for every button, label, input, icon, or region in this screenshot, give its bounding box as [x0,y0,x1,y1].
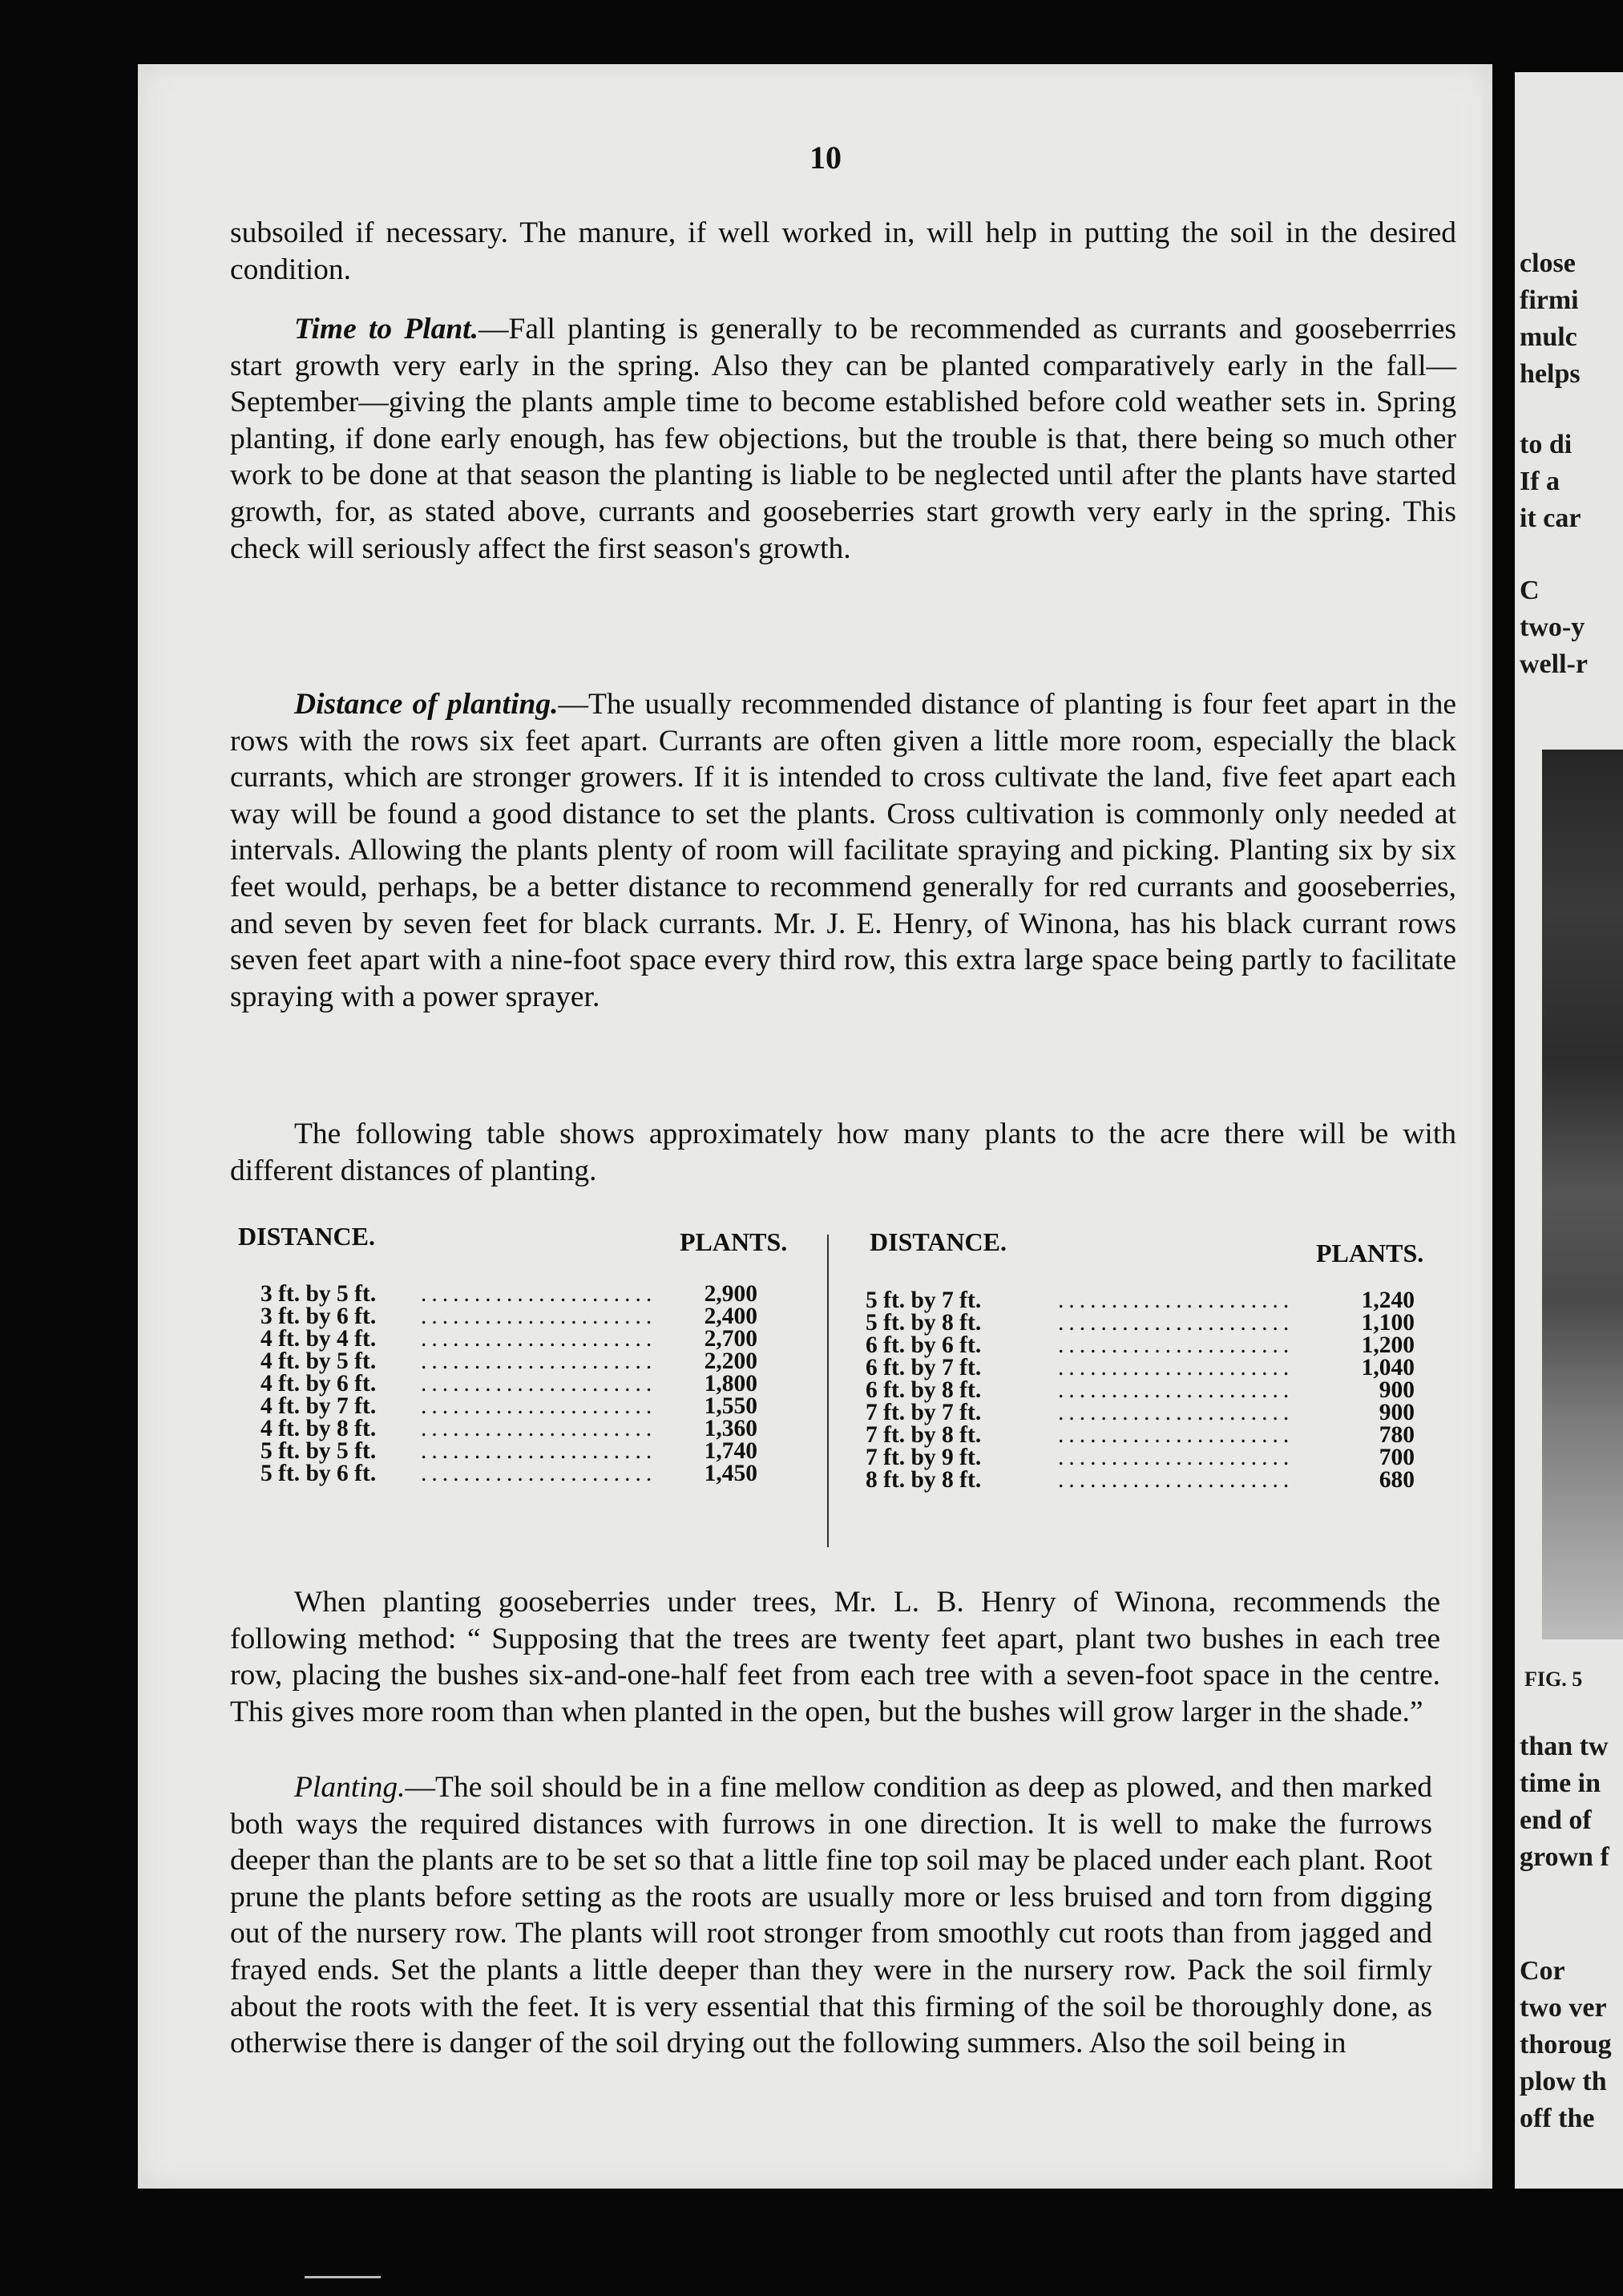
time-heading: Time to Plant. [294,313,478,346]
dot-leader: ...................... [1058,1469,1294,1491]
table-row [260,1417,765,1440]
left-table-column [260,1283,765,1485]
table-row [260,1462,765,1485]
dot-leader: ...................... [1058,1312,1294,1334]
time-body: —Fall planting is generally to be recommended as currants and gooseberrries start growth very early in the spring. Also they can be planted comparatively early in the fall—September—giving the plants ample time to become established before cold weather sets in. Spring planting, if done early enough, has few objections, but the trouble is that, there being so much other work to be done at that season the planting is liable to be neglected until after the plants have started growth, for, as stated above, currants and gooseberries start growth very early in the spring. This check will seriously affect the first season's growth. [230,313,1456,565]
distance-heading: Distance of planting. [294,688,559,721]
dot-leader: ...................... [1058,1401,1294,1424]
row-distance: 4 ft. by 6 ft. [260,1371,377,1397]
facing-page-line: close [1520,249,1576,278]
row-plants: 700 [1379,1445,1415,1470]
facing-page-edge [1515,72,1623,2189]
distance-paragraph [230,686,1456,1015]
opening-text: subsoiled if necessary. The manure, if well worked in, will help in putting the soil in the desired condition. [230,216,1456,286]
facing-page-line: C [1520,576,1540,605]
dot-leader: ...................... [1058,1379,1294,1401]
row-distance: 8 ft. by 8 ft. [866,1467,982,1493]
planting-heading: Planting. [294,1771,406,1804]
facing-page-line: end of [1520,1805,1592,1835]
row-plants: 900 [1379,1400,1415,1425]
left-distance-header: DISTANCE. [238,1222,375,1251]
facing-page-line: to di [1520,430,1573,459]
row-distance: 6 ft. by 8 ft. [866,1377,982,1403]
facing-page-line: time in [1520,1768,1601,1798]
table-divider [827,1235,829,1547]
table-intro-paragraph [230,1116,1456,1189]
row-distance: 6 ft. by 6 ft. [866,1332,982,1358]
row-distance: 5 ft. by 5 ft. [260,1438,377,1464]
facing-page-line: well-r [1520,649,1588,679]
table-row [260,1328,765,1350]
table-row [260,1305,765,1328]
distance-body: —The usually recommended distance of planting is four feet apart in the rows with the rows six feet apart. Currants are often given a little more room, especially the black currants, which are stronger growers. If it is intended to cross cultivate the land, five feet apart each way will be found a good distance to set the plants. Cross cultivation is commonly only needed at intervals. Allowing the plants plenty of room will facilitate spraying and picking. Planting six by six feet would, perhaps, be a better distance to recommend generally for red currants and gooseberries, and seven by seven feet for black currants. Mr. J. E. Henry, of Winona, has his black currant rows seven feet apart with a nine-foot space every third row, this extra large space being partly to facilitate spraying with a power sprayer. [230,688,1457,1013]
facing-page-line: two ver [1520,1993,1607,2023]
table-row [866,1312,1419,1334]
under-trees-paragraph [230,1584,1440,1730]
table-intro-text: The following table shows approximately how many plants to the acre there will be with different distances of planting. [230,1118,1456,1187]
row-distance: 3 ft. by 6 ft. [260,1304,377,1329]
row-distance: 5 ft. by 6 ft. [260,1461,377,1486]
facing-page-line: firmi [1520,285,1579,315]
row-plants: 1,240 [1361,1287,1415,1313]
facing-page-photo [1542,750,1623,1639]
page-number: 10 [809,139,842,176]
dot-leader: ...................... [421,1417,657,1440]
right-table-column [866,1289,1419,1491]
dot-leader: ...................... [1058,1424,1294,1446]
facing-page-line: plow th [1520,2067,1607,2096]
time-to-plant-paragraph [230,311,1456,567]
facing-page-line: If a [1520,467,1560,496]
table-row [866,1356,1419,1379]
row-distance: 7 ft. by 9 ft. [866,1445,982,1470]
opening-paragraph [230,215,1456,288]
dot-leader: ...................... [1058,1446,1294,1469]
table-row [866,1446,1419,1469]
table-row [260,1440,765,1462]
row-plants: 1,550 [704,1393,757,1419]
under-trees-text: When planting gooseberries under trees, Mr. L. B. Henry of Winona, recommends the following method: “ Supposing that the trees are twenty feet apart, plant two bushes in each tree row, placing the bushes six-and-one-half feet from each tree with a seven-foot space in the centre. This gives more room than when planted in the open, but the bushes will grow larger in the shade.” [230,1586,1440,1728]
row-distance: 4 ft. by 8 ft. [260,1416,377,1441]
dot-leader: ...................... [1058,1334,1294,1356]
dot-leader: ...................... [1058,1289,1294,1312]
planting-paragraph [230,1769,1432,2062]
dot-leader: ...................... [421,1283,657,1305]
table-row [866,1424,1419,1446]
facing-page-line: it car [1520,503,1581,533]
row-distance: 4 ft. by 5 ft. [260,1348,377,1374]
table-row [866,1379,1419,1401]
row-distance: 4 ft. by 4 ft. [260,1326,377,1352]
dot-leader: ...................... [1058,1356,1294,1379]
right-distance-header: DISTANCE. [870,1227,1007,1256]
facing-page-line: mulc [1520,322,1577,352]
table-row [260,1283,765,1305]
row-plants: 1,100 [1361,1310,1415,1336]
dot-leader: ...................... [421,1350,657,1372]
scan-scratch [305,2276,381,2278]
table-row [866,1469,1419,1491]
row-distance: 5 ft. by 7 ft. [866,1287,982,1313]
planting-body: —The soil should be in a fine mellow condition as deep as plowed, and then marked both ways the required distances with furrows in one direction. It is well to make the furrows deeper than the plants are to be set so that a little fine top soil may be placed under each plant. Root prune the plants before setting as the roots are usually more or less bruised and torn from digging out of the nursery row. The plants will root stronger from smoothly cut roots than from jagged and frayed ends. Set the plants a little deeper than they were in the nursery row. Pack the soil firmly about the roots with the feet. It is very essential that this firming of the soil be thoroughly done, as otherwise there is danger of the soil drying out the following summers. Also the soil being in [230,1771,1432,2060]
row-plants: 1,450 [704,1461,757,1486]
table-row [866,1401,1419,1424]
row-plants: 1,740 [704,1438,757,1464]
dot-leader: ...................... [421,1305,657,1328]
row-distance: 7 ft. by 7 ft. [866,1400,982,1425]
row-distance: 4 ft. by 7 ft. [260,1393,377,1419]
row-plants: 2,900 [704,1281,757,1307]
facing-page-line: Cor [1520,1956,1565,1986]
row-distance: 5 ft. by 8 ft. [866,1310,982,1336]
table-row [260,1372,765,1395]
row-plants: 780 [1379,1422,1415,1448]
facing-page-line: grown f [1520,1842,1609,1872]
table-row [260,1395,765,1417]
table-row [260,1350,765,1372]
dot-leader: ...................... [421,1462,657,1485]
facing-page-line: off the [1520,2104,1595,2133]
dot-leader: ...................... [421,1328,657,1350]
dot-leader: ...................... [421,1395,657,1417]
row-plants: 2,200 [704,1348,757,1374]
right-plants-header: PLANTS. [1316,1239,1424,1267]
row-plants: 1,800 [704,1371,757,1397]
row-plants: 1,200 [1361,1332,1415,1358]
facing-page-line: than tw [1520,1732,1609,1761]
row-distance: 6 ft. by 7 ft. [866,1355,982,1380]
row-plants: 1,360 [704,1416,757,1441]
facing-page-line: FIG. 5 [1524,1667,1583,1691]
facing-page-line: two-y [1520,612,1585,642]
dot-leader: ...................... [421,1372,657,1395]
row-plants: 2,400 [704,1304,757,1329]
table-row [866,1334,1419,1356]
row-distance: 3 ft. by 5 ft. [260,1281,377,1307]
row-plants: 680 [1379,1467,1415,1493]
row-plants: 1,040 [1361,1355,1415,1380]
table-row [866,1289,1419,1312]
row-distance: 7 ft. by 8 ft. [866,1422,982,1448]
left-plants-header: PLANTS. [680,1227,788,1256]
row-plants: 900 [1379,1377,1415,1403]
row-plants: 2,700 [704,1326,757,1352]
facing-page-line: helps [1520,359,1581,389]
facing-page-line: thoroug [1520,2030,1612,2060]
dot-leader: ...................... [421,1440,657,1462]
